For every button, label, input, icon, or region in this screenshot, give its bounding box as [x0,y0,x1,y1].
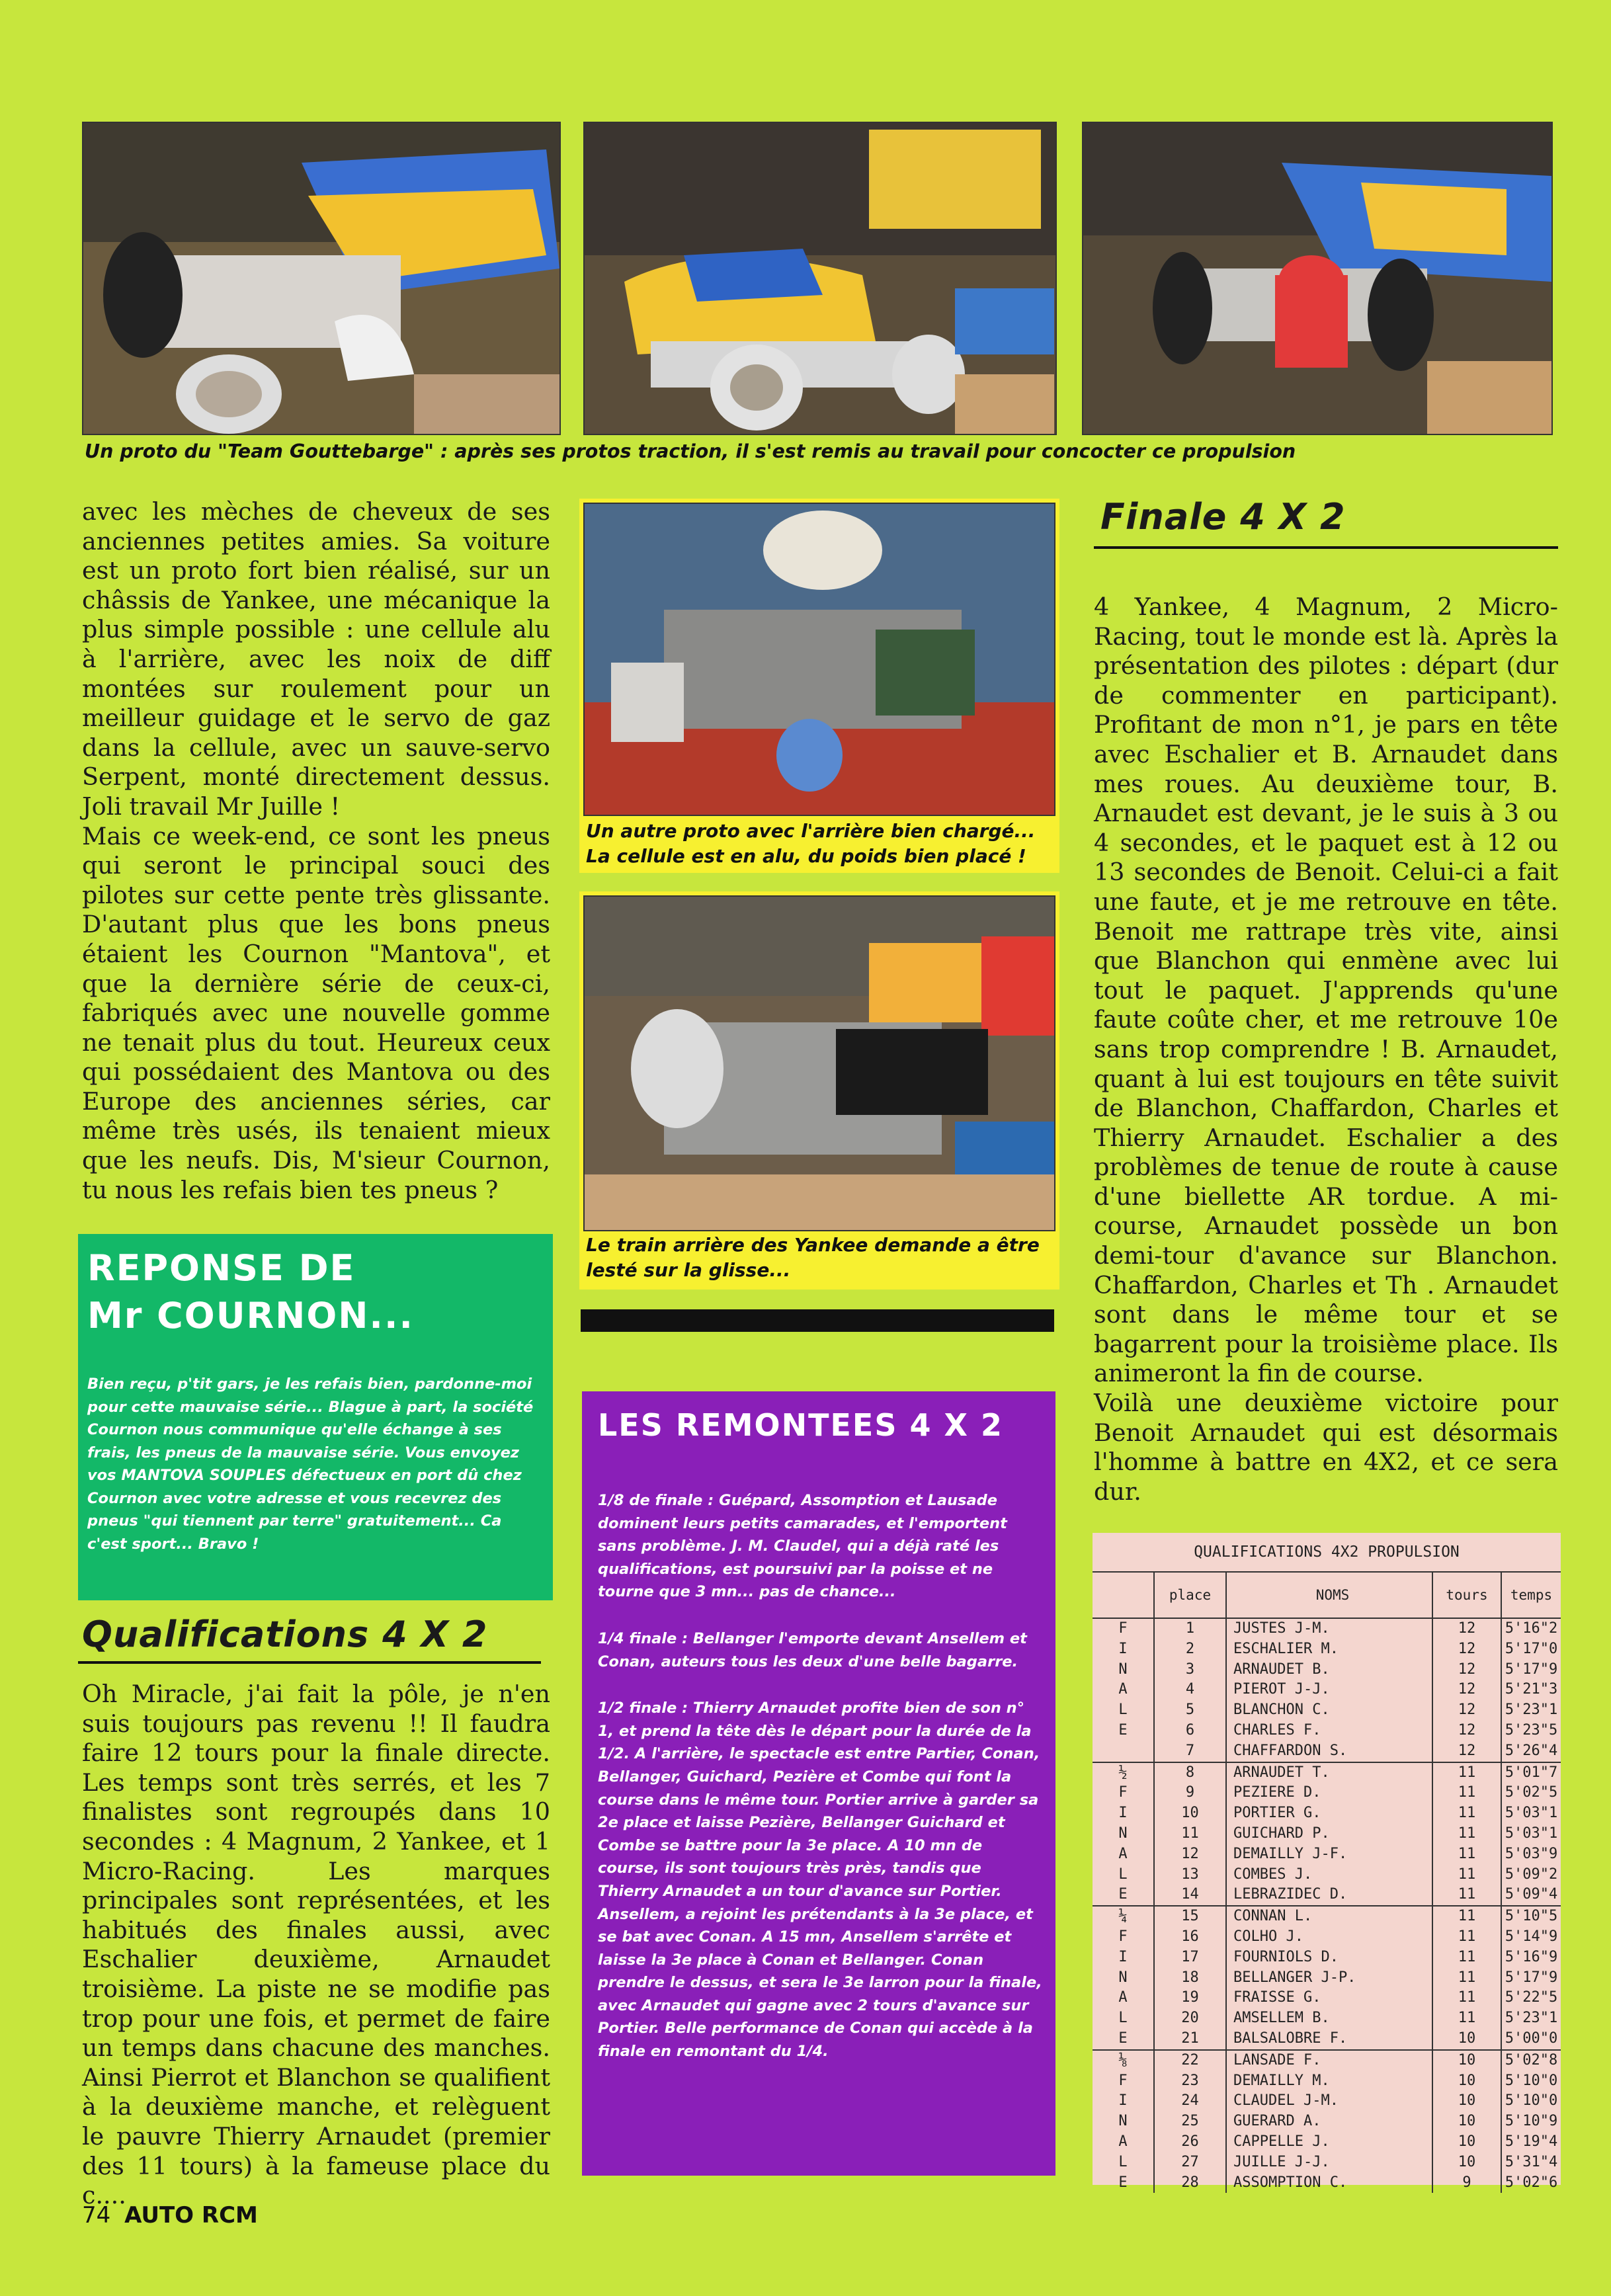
cell-name: CAPPELLE J. [1226,2132,1432,2152]
reponse-title-line1: REPONSE DE [87,1247,356,1289]
group-label-letter: A [1093,1680,1154,1700]
cell-place: 23 [1154,2071,1226,2092]
group-label-letter: E [1093,2173,1154,2194]
photo-yankee-rear [583,895,1055,1231]
table-row [1093,1885,1561,1906]
cell-place: 17 [1154,1948,1226,1968]
cell-name: DEMAILLY M. [1226,2071,1432,2092]
cell-name: GUICHARD P. [1226,1824,1432,1844]
cell-place: 3 [1154,1660,1226,1680]
cell-name: FOURNIOLS D. [1226,1948,1432,1968]
cell-tours: 11 [1432,2008,1501,2029]
table-row [1093,1906,1561,1927]
cell-place: 4 [1154,1680,1226,1700]
cell-temps: 5'21"3 [1505,1681,1558,1698]
photo3-frame [579,891,1059,1290]
cell-tours: 11 [1432,1948,1501,1968]
cell-temps: 5'23"5 [1505,1721,1558,1739]
group-label-letter: N [1093,1968,1154,1988]
cell-temps: 5'02"5 [1505,1784,1558,1801]
cell-tours: 12 [1432,1680,1501,1700]
group-label-letter: A [1093,1844,1154,1865]
cell-tours: 12 [1432,1721,1501,1741]
cell-place: 8 [1154,1762,1226,1784]
cell-temps: 5'10"5 [1501,1906,1561,1927]
header-temps: temps [1501,1573,1561,1618]
cell-place: 9 [1154,1783,1226,1803]
cell-name: BELLANGER J-P. [1226,1968,1432,1988]
photo-buggy-right [1082,122,1553,435]
table-row [1093,1844,1561,1865]
group-label-letter: A [1093,2132,1154,2152]
cell-tours: 11 [1432,1968,1501,1988]
cell-name: CHARLES F. [1226,1721,1432,1741]
remontees-half-final: 1/2 finale : Thierry Arnaudet profite bien de son n° 1, et prend la tête dès le départ pour la durée de la 1/2. A l'arrière, le spectacle est entre Partier, Conan, Bellanger, Guichard, Pezière et Combe qui font la course dans le même tour. Portier arrive à garder sa 2e place et laisse Pezière, Bellanger Guichard et Combe se battre pour la 3e place. A 10 mn de course, ils sont toujours très près, tandis que Thierry Arnaudet a un tour d'avance sur Portier. Ansellem, a rejoint les prétendants à la 3e place, et se bat avec Conan. A 15 mn, Ansellem s'arrête et laisse la 3e place à Conan et Bellanger. Conan prendre le dessus, et sera le 3e larron pour la finale, avec Arnaudet qui gagne avec 2 tours d'avance sur Portier. Belle performance de Conan qui accède à la finale en remontant du 1/4. [598,1700,1042,2061]
cell-tours: 10 [1432,2112,1501,2132]
cell-place: 19 [1154,1988,1226,2008]
cell-temps: 5'10"9 [1505,2113,1558,2130]
cell-name: PEZIERE D. [1226,1783,1432,1803]
table-row [1093,1803,1561,1824]
cell-temps: 5'23"1 [1505,2010,1558,2027]
cell-name: GUERARD A. [1226,2112,1432,2132]
cell-name: JUSTES J-M. [1226,1618,1432,1639]
table-row [1093,2091,1561,2112]
table-row [1093,2008,1561,2029]
cell-tours: 11 [1432,1885,1501,1906]
table-row [1093,2132,1561,2152]
header-tours: tours [1432,1573,1501,1618]
table-row [1093,1700,1561,1721]
table-row [1093,1741,1561,1762]
group-label-letter: E [1093,1885,1154,1906]
cell-temps: 5'09"2 [1505,1866,1558,1883]
qualif-heading-rule [78,1661,541,1664]
table-row [1093,2152,1561,2173]
group-label-letter: N [1093,2112,1154,2132]
cell-place: 26 [1154,2132,1226,2152]
cell-tours: 10 [1432,2071,1501,2092]
group-label-letter: E [1093,1721,1154,1741]
table-row [1093,1680,1561,1700]
cell-temps: 5'03"1 [1505,1805,1558,1822]
photo-buggy-left [82,122,561,435]
finale-paragraph-2: Voilà une deuxième victoire pour Benoit Arnaudet qui est désormais l'homme à battre en 4X2, et ce sera dur. [1094,1389,1558,1506]
table-row [1093,1639,1561,1660]
cell-temps: 5'02"8 [1501,2050,1561,2071]
group-label-letter: L [1093,2008,1154,2029]
group-label-letter: F [1093,1927,1154,1948]
photo-caption: Un proto du "Team Gouttebarge" : après ses protos traction, il s'est remis au travail pour concocter ce propulsion [85,440,1296,462]
cell-name: ARNAUDET B. [1226,1660,1432,1680]
photo2-caption: Un autre proto avec l'arrière bien chargé... La cellule est en alu, du poids bien placé ! [586,820,1036,867]
cell-tours: 10 [1432,2152,1501,2173]
cell-tours: 11 [1432,1988,1501,2008]
table-row [1093,2050,1561,2071]
table-row [1093,1721,1561,1741]
cell-place: 14 [1154,1885,1226,1906]
table-row [1093,1927,1561,1948]
cell-temps: 5'16"2 [1505,1620,1558,1637]
group-label-letter: I [1093,1803,1154,1824]
cell-name: CHAFFARDON S. [1226,1741,1432,1762]
cell-tours: 9 [1432,2173,1501,2194]
cell-place: 15 [1154,1906,1226,1927]
cell-name: JUILLE J-J. [1226,2152,1432,2173]
cell-tours: 12 [1432,1639,1501,1660]
photo2-frame [579,499,1059,873]
cell-place: 6 [1154,1721,1226,1741]
group-label-letter: ⅛ [1093,2050,1154,2071]
cell-temps: 5'14"9 [1505,1928,1558,1945]
cell-place: 2 [1154,1639,1226,1660]
cell-place: 1 [1154,1618,1226,1639]
cell-temps: 5'31"4 [1505,2153,1558,2170]
reponse-box [78,1234,553,1600]
cell-tours: 12 [1432,1700,1501,1721]
group-label-letter: ½ [1093,1762,1154,1784]
qualif-text [82,1680,550,2211]
cell-tours: 11 [1432,1865,1501,1885]
reponse-text: Bien reçu, p'tit gars, je les refais bien, pardonne-moi pour cette mauvaise série... Blague à part, la société Cournon nous communique qu'elle échange à ses frais, les pneus de la mauvaise série. Vous envoyez vos MANTOVA SOUPLES défectueux en port dû chez Cournon avec votre adresse et vous recevrez des pneus "qui tiennent par terre" gratuitement... Ca c'est sport... Bravo ! [87,1375,534,1553]
cell-temps: 5'03"1 [1505,1824,1558,1842]
remontees-box [582,1391,1055,2176]
cell-name: ESCHALIER M. [1226,1639,1432,1660]
cell-place: 10 [1154,1803,1226,1824]
cell-name: LANSADE F. [1226,2050,1432,2071]
photo3-caption: Le train arrière des Yankee demande a être lesté sur la glisse... [586,1234,1040,1281]
remontees-eighth-final: 1/8 de finale : Guépard, Assomption et Lausade dominent leurs petits camarades, et l'emportent sans problème. J. M. Claudel, qui a déjà raté les qualifications, est poursuivi par la poisse et ne tourne que 3 mn... pas de chance... [598,1492,1007,1601]
group-label-letter: L [1093,2152,1154,2173]
header-place: place [1154,1573,1226,1618]
cell-temps: 5'09"4 [1505,1886,1558,1903]
table-row [1093,1660,1561,1680]
finale-heading-rule [1094,546,1558,549]
cell-name: BLANCHON C. [1226,1700,1432,1721]
group-label-letter: L [1093,1865,1154,1885]
cell-temps: 5'17"9 [1505,1660,1558,1678]
cell-place: 7 [1154,1741,1226,1762]
finale-text [1094,593,1558,1506]
cell-place: 11 [1154,1824,1226,1844]
cell-tours: 11 [1432,1906,1501,1927]
cell-name: COLHO J. [1226,1927,1432,1948]
remontees-quarter-final: 1/4 finale : Bellanger l'emporte devant Ansellem et Conan, auteurs tous les deux d'une belle bagarre. [598,1629,1027,1670]
cell-place: 27 [1154,2152,1226,2173]
cell-place: 16 [1154,1927,1226,1948]
group-label-letter: ¼ [1093,1906,1154,1927]
magazine-name: AUTO RCM [124,2202,258,2229]
results-grid [1093,1573,1561,2193]
cell-name: BALSALOBRE F. [1226,2029,1432,2050]
table-row [1093,1988,1561,2008]
cell-place: 25 [1154,2112,1226,2132]
group-label-letter: F [1093,2071,1154,2092]
cell-temps: 5'01"7 [1501,1762,1561,1784]
cell-place: 21 [1154,2029,1226,2050]
cell-tours: 10 [1432,2050,1501,2071]
reponse-title-line2: Mr COURNON... [87,1295,414,1336]
group-label-letter: A [1093,1988,1154,2008]
cell-temps: 5'02"6 [1505,2174,1558,2191]
table-row [1093,2029,1561,2050]
cell-place: 12 [1154,1844,1226,1865]
results-title: QUALIFICATIONS 4X2 PROPULSION [1093,1533,1561,1573]
cell-tours: 12 [1432,1741,1501,1762]
qualif-paragraph: Oh Miracle, j'ai fait la pôle, je n'en suis toujours pas revenu !! Il faudra faire 12 tours pour la finale directe. Les temps sont très serrés, et les 7 finalistes sont regroupés dans 10 secondes : 4 Magnum, 2 Yankee, et 1 Micro-Racing. Les marques principales sont représentées, et les habitués des finales aussi, avec Eschalier deuxième, Arnaudet troisième. La piste ne se modifie pas trop pour une fois, et permet de faire un temps dans chacune des manches. Ainsi Pierrot et Blanchon se qualifient à la deuxième manche, et relèguent le pauvre Thierry Arnaudet (premier des 11 tours) à la fameuse place du c.... [82,1680,550,2210]
results-table [1093,1533,1561,2191]
cell-place: 18 [1154,1968,1226,1988]
table-row [1093,1618,1561,1639]
qualif-heading: Qualifications 4 X 2 [82,1614,488,1655]
cell-place: 20 [1154,2008,1226,2029]
group-label-letter: I [1093,2091,1154,2112]
cell-name: ASSOMPTION C. [1226,2173,1432,2194]
group-label-letter: F [1093,1783,1154,1803]
cell-tours: 10 [1432,2132,1501,2152]
cell-name: PIEROT J-J. [1226,1680,1432,1700]
cell-place: 28 [1154,2173,1226,2194]
page-number: 74 [82,2202,111,2229]
cell-tours: 11 [1432,1783,1501,1803]
group-label-letter: L [1093,1700,1154,1721]
cell-tours: 11 [1432,1762,1501,1784]
cell-temps: 5'10"0 [1505,2072,1558,2089]
header-noms: NOMS [1226,1573,1432,1618]
cell-name: COMBES J. [1226,1865,1432,1885]
cell-name: ARNAUDET T. [1226,1762,1432,1784]
cell-name: CONNAN L. [1226,1906,1432,1927]
table-row [1093,1783,1561,1803]
group-label-letter: I [1093,1639,1154,1660]
cell-tours: 11 [1432,1927,1501,1948]
group-label-letter: F [1093,1618,1154,1639]
cell-name: FRAISSE G. [1226,1988,1432,2008]
finale-heading: Finale 4 X 2 [1100,496,1346,538]
cell-tours: 11 [1432,1824,1501,1844]
left-paragraph-1: avec les mèches de cheveux de ses anciennes petites amies. Sa voiture est un proto fort bien réalisé, sur un châssis de Yankee, une mécanique la plus simple possible : une cellule alu à l'arrière, avec les noix de diff montées sur roulement pour un meilleur guidage et le servo de gaz dans la cellule, avec un sauve-servo Serpent, monté directement dessus. Joli travail Mr Juille ! [82,497,550,821]
cell-temps: 5'10"0 [1505,2092,1558,2110]
cell-temps: 5'22"5 [1505,1989,1558,2006]
middle-divider-bar [581,1309,1054,1332]
group-label-letter: I [1093,1948,1154,1968]
group-label-letter: N [1093,1824,1154,1844]
cell-temps: 5'17"0 [1505,1640,1558,1657]
table-row [1093,2071,1561,2092]
left-column-text [82,497,550,1205]
cell-name: PORTIER G. [1226,1803,1432,1824]
photo-proto-rear [583,503,1055,816]
cell-place: 22 [1154,2050,1226,2071]
page-footer [82,2202,258,2229]
cell-temps: 5'26"4 [1505,1742,1558,1759]
table-row [1093,1762,1561,1784]
cell-temps: 5'19"4 [1505,2133,1558,2150]
cell-name: DEMAILLY J-F. [1226,1844,1432,1865]
table-row [1093,2112,1561,2132]
cell-tours: 12 [1432,1660,1501,1680]
table-row [1093,1968,1561,1988]
cell-temps: 5'23"1 [1505,1702,1558,1719]
cell-temps: 5'17"9 [1505,1969,1558,1986]
table-row [1093,1948,1561,1968]
cell-tours: 11 [1432,1803,1501,1824]
left-paragraph-2: Mais ce week-end, ce sont les pneus qui seront le principal souci des pilotes sur cette pente très glissante. D'autant plus que les bons pneus étaient les Cournon "Mantova", et que la dernière série de ceux-ci, fabriqués avec une nouvelle gomme ne tenait plus du tout. Heureux ceux qui possédaient des Mantova ou des Europe des anciennes séries, car même très usés, ils tenaient mieux que les neufs. Dis, M'sieur Cournon, tu nous les refais bien tes pneus ? [82,821,550,1204]
group-label-letter: E [1093,2029,1154,2050]
cell-name: CLAUDEL J-M. [1226,2091,1432,2112]
cell-place: 24 [1154,2091,1226,2112]
table-row [1093,1865,1561,1885]
group-label-letter: N [1093,1660,1154,1680]
cell-temps: 5'16"9 [1505,1948,1558,1965]
table-row [1093,2173,1561,2194]
table-row [1093,1824,1561,1844]
cell-place: 13 [1154,1865,1226,1885]
cell-tours: 10 [1432,2091,1501,2112]
cell-tours: 10 [1432,2029,1501,2050]
group-label-letter [1093,1741,1154,1762]
cell-tours: 11 [1432,1844,1501,1865]
finale-paragraph-1: 4 Yankee, 4 Magnum, 2 Micro-Racing, tout le monde est là. Après la présentation des pilotes : départ (dur de commenter en participant). Profitant de mon n°1, je pars en tête avec Eschalier et B. Arnaudet dans mes roues. Au deuxième tour, B. Arnaudet est devant, je le suis à 3 ou 4 secondes, et le paquet est à 12 ou 13 secondes de Benoit. Celui-ci a fait une faute, et je me retrouve en tête. Benoit me rattrape très vite, ainsi que Blanchon qui enmène avec lui tout le paquet. J'apprends qu'une faute coûte cher, et me retrouve 10e sans trop comprendre ! B. Arnaudet, quant à lui est toujours en tête suivit de Blanchon, Chaffardon, Charles et Thierry Arnaudet. Eschalier a des problèmes de tenue de route à cause d'une biellette AR tordue. A mi-course, Arnaudet possède un bon demi-tour d'avance sur Blanchon. Chaffardon, Charles et Th . Arnaudet sont dans le même tour et se bagarrent pour la troisième place. Ils animeront la fin de course. [1094,593,1558,1388]
cell-tours: 12 [1432,1618,1501,1639]
cell-place: 5 [1154,1700,1226,1721]
cell-name: AMSELLEM B. [1226,2008,1432,2029]
cell-temps: 5'00"0 [1505,2030,1558,2047]
remontees-title: LES REMONTEES 4 X 2 [598,1407,1003,1443]
photo-buggy-center [583,122,1057,435]
cell-temps: 5'03"9 [1505,1845,1558,1862]
cell-name: LEBRAZIDEC D. [1226,1885,1432,1906]
header-blank [1093,1573,1154,1618]
